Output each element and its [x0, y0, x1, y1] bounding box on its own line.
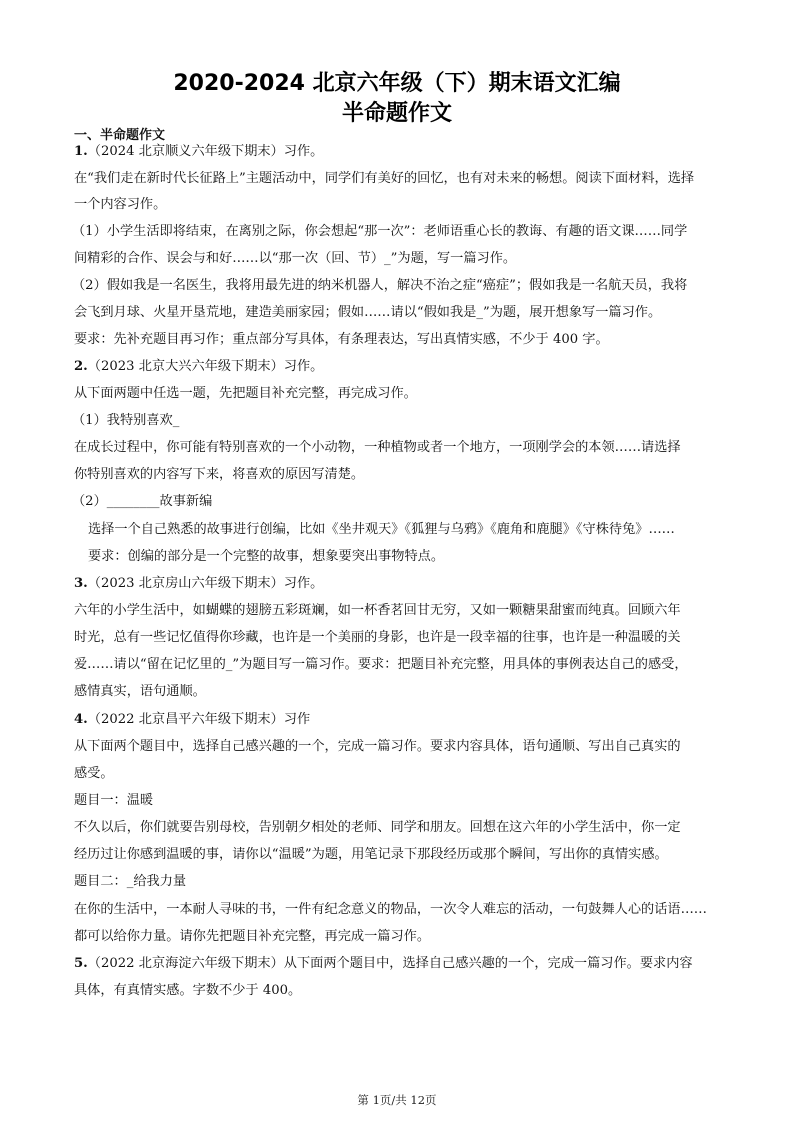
- question-4-header: [74, 711, 724, 729]
- q1-requirement: 要求：先补充题目再习作；重点部分写具体，有条理表达，写出真情实感，不少于 400 字。: [74, 332, 609, 347]
- question-source: （2023 北京房山六年级下期末）习作。: [87, 576, 324, 591]
- page-footer: 第 1页/共 12页: [357, 1093, 437, 1107]
- question-number: 4.: [74, 712, 88, 727]
- question-5-header: [74, 955, 724, 973]
- section-heading: 一、半命题作文: [74, 128, 166, 143]
- q3-body-line: 时光，总有一些记忆值得你珍藏，也许是一个美丽的身影，也许是一段幸福的往事，也许是一种温暖的关: [74, 630, 681, 645]
- question-number: 2.: [74, 359, 88, 374]
- question-1-header: [74, 143, 724, 161]
- q5-body-line: 具体，有真情实感。字数不少于 400。: [74, 983, 302, 998]
- q4-topic-2-title: 题目二：_给我力量: [74, 874, 187, 889]
- q1-intro-line: 一个内容习作。: [74, 197, 167, 212]
- q2-option-2-requirement: 要求：创编的部分是一个完整的故事，想象要突出事物特点。: [88, 549, 445, 564]
- page-title: 2020-2024 北京六年级（下）期末语文汇编: [173, 71, 621, 96]
- q4-intro-line: 从下面两个题目中，选择自己感兴趣的一个，完成一篇习作。要求内容具体，语句通顺、写出自己真实的: [74, 739, 681, 754]
- q2-option-1-line: 在成长过程中，你可能有特别喜欢的一个小动物，一种植物或者一个地方，一项刚学会的本领……请选择: [74, 440, 681, 455]
- q1-option-1-line: 间精彩的合作、误会与和好……以“那一次（回、节）_”为题，写一篇习作。: [74, 251, 517, 266]
- question-source: （2023 北京大兴六年级下期末）习作。: [87, 359, 324, 374]
- q2-intro: 从下面两题中任选一题，先把题目补充完整，再完成习作。: [74, 386, 417, 401]
- q4-topic-2-line: 在你的生活中，一本耐人寻味的书，一件有纪念意义的物品，一次令人难忘的活动，一句鼓舞人心的话语……: [74, 902, 707, 917]
- q3-body-line: 六年的小学生活中，如蝴蝶的翅膀五彩斑斓，如一杯香茗回甘无穷，又如一颗糖果甜蜜而纯真。回顾六年: [74, 603, 681, 618]
- q1-option-2-line: （2）假如我是一名医生，我将用最先进的纳米机器人，解决不治之症“癌症”；假如我是一名航天员，我将: [72, 278, 688, 293]
- q4-topic-2-line: 都可以给你力量。请你先把题目补充完整，再完成一篇习作。: [74, 929, 431, 944]
- question-source: （2022 北京海淀六年级下期末）从下面两个题目中，选择自己感兴趣的一个，完成一篇习作。要求内容: [87, 956, 693, 971]
- q2-option-2-line: 选择一个自己熟悉的故事进行创编，比如《坐井观天》《狐狸与乌鸦》《鹿角和鹿腿》《守株待兔》……: [88, 522, 675, 537]
- question-3-header: [74, 575, 724, 593]
- question-source: （2022 北京昌平六年级下期末）习作: [87, 712, 311, 727]
- q1-intro-line: 在“我们走在新时代长征路上”主题活动中，同学们有美好的回忆，也有对未来的畅想。阅读下面材料，选择: [74, 171, 695, 186]
- q1-option-1-line: （1）小学生活即将结束，在离别之际，你会想起“那一次”：老师语重心长的教诲、有趣的语文课……同学: [72, 224, 688, 239]
- q4-topic-1-line: 不久以后，你们就要告别母校，告别朝夕相处的老师、同学和朋友。回想在这六年的小学生活中，你一定: [74, 820, 681, 835]
- question-number: 3.: [74, 576, 88, 591]
- q3-body-line: 感情真实，语句通顺。: [74, 684, 206, 699]
- question-number: 1.: [74, 144, 88, 159]
- q4-topic-1-line: 经历过让你感到温暖的事，请你以“温暖”为题，用笔记录下那段经历或那个瞬间，写出你的真情实感。: [74, 847, 668, 862]
- q3-body-line: 爱……请以“留在记忆里的_”为题目写一篇习作。要求：把题目补充完整，用具体的事例表达自己的感受，: [74, 657, 688, 672]
- question-source: （2024 北京顺义六年级下期末）习作。: [87, 144, 324, 159]
- q4-topic-1-title: 题目一：温暖: [74, 793, 154, 808]
- q2-option-1-title: （1）我特别喜欢_: [72, 413, 180, 428]
- q2-option-2-title: （2）________故事新编: [72, 494, 213, 509]
- q2-option-1-line: 你特别喜欢的内容写下来，将喜欢的原因写清楚。: [74, 467, 365, 482]
- q4-intro-line: 感受。: [74, 766, 114, 781]
- page-subtitle: 半命题作文: [341, 101, 452, 126]
- question-number: 5.: [74, 956, 88, 971]
- q1-option-2-line: 会飞到月球、火星开垦荒地，建造美丽家园；假如……请以“假如我是_”为题，展开想象写一篇习作。: [74, 305, 662, 320]
- question-2-header: [74, 358, 724, 376]
